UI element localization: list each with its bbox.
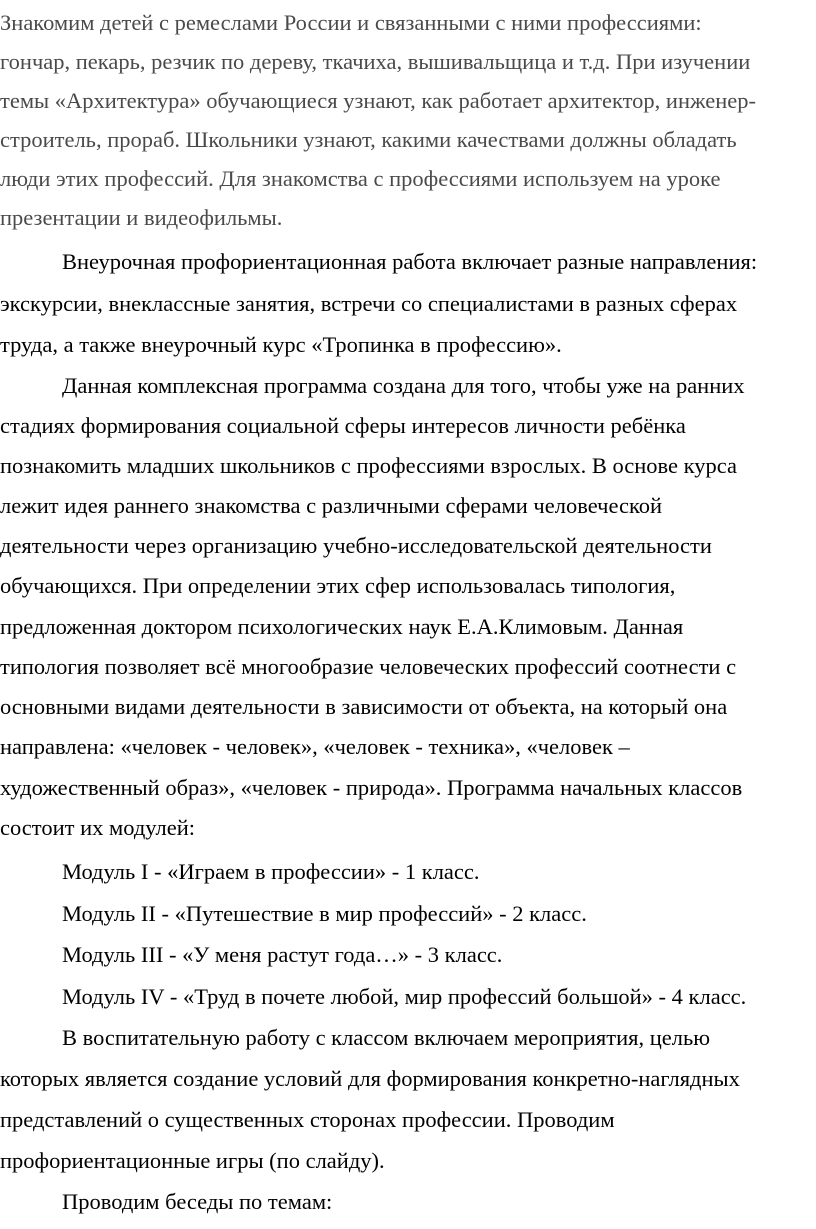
paragraph-1-line-1: Знакомим детей с ремеслами России и связанными с ними профессиями:: [0, 10, 702, 35]
paragraph-3-line-8: типология позволяет всё многообразие человеческих профессий соотнести с: [0, 654, 737, 679]
module-item-1: Модуль I - «Играем в профессии» - 1 класс.: [62, 859, 480, 884]
paragraph-3-line-4: лежит идея раннего знакомства с различными сферами человеческой: [0, 493, 663, 518]
module-item-2: Модуль II - «Путешествие в мир профессий» - 2 класс.: [62, 901, 587, 926]
paragraph-3-line-5: деятельности через организацию учебно-исследовательской деятельности: [0, 533, 712, 558]
module-item-4: Модуль IV - «Труд в почете любой, мир профессий большой» - 4 класс.: [62, 984, 747, 1009]
paragraph-1-line-5: люди этих профессий. Для знакомства с профессиями используем на уроке: [0, 166, 721, 191]
paragraph-3-line-1: Данная комплексная программа создана для того, чтобы уже на ранних: [62, 373, 745, 398]
paragraph-1-line-4: строитель, прораб. Школьники узнают, какими качествами должны обладать: [0, 127, 737, 152]
paragraph-2-line-1: Внеурочная профориентационная работа включает разные направления:: [62, 249, 758, 274]
paragraph-4-line-4: профориентационные игры (по слайду).: [0, 1148, 385, 1173]
paragraph-3-line-7: предложенная доктором психологических наук Е.А.Климовым. Данная: [0, 614, 684, 639]
paragraph-1-line-3: темы «Архитектура» обучающиеся узнают, как работает архитектор, инженер-: [0, 88, 757, 113]
paragraph-2-line-3: труда, а также внеурочный курс «Тропинка в профессию».: [0, 332, 562, 357]
paragraph-1-line-6: презентации и видеофильмы.: [0, 205, 283, 230]
module-item-3: Модуль III - «У меня растут года…» - 3 класс.: [62, 942, 503, 967]
paragraph-3-line-12: состоит их модулей:: [0, 815, 196, 840]
paragraph-3-line-3: познакомить младших школьников с профессиями взрослых. В основе курса: [0, 453, 738, 478]
paragraph-3-line-9: основными видами деятельности в зависимости от объекта, на который она: [0, 694, 728, 719]
paragraph-3-line-11: художественный образ», «человек - природа». Программа начальных классов: [0, 775, 743, 800]
paragraph-3-line-6: обучающихся. При определении этих сфер использовалась типология,: [0, 573, 676, 598]
paragraph-4-line-2: которых является создание условий для формирования конкретно-наглядных: [0, 1066, 740, 1091]
paragraph-1-line-2: гончар, пекарь, резчик по дереву, ткачиха, вышивальщица и т.д. При изучении: [0, 49, 751, 74]
paragraph-4-line-1: В воспитательную работу с классом включаем мероприятия, целью: [62, 1025, 711, 1050]
paragraph-5-line-1: Проводим беседы по темам:: [62, 1189, 333, 1214]
paragraph-4-line-3: представлений о существенных сторонах профессии. Проводим: [0, 1107, 615, 1132]
paragraph-3-line-2: стадиях формирования социальной сферы интересов личности ребёнка: [0, 413, 686, 438]
paragraph-3-line-10: направлена: «человек - человек», «человек - техника», «человек –: [0, 734, 630, 759]
paragraph-2-line-2: экскурсии, внеклассные занятия, встречи со специалистами в разных сферах: [0, 291, 738, 316]
